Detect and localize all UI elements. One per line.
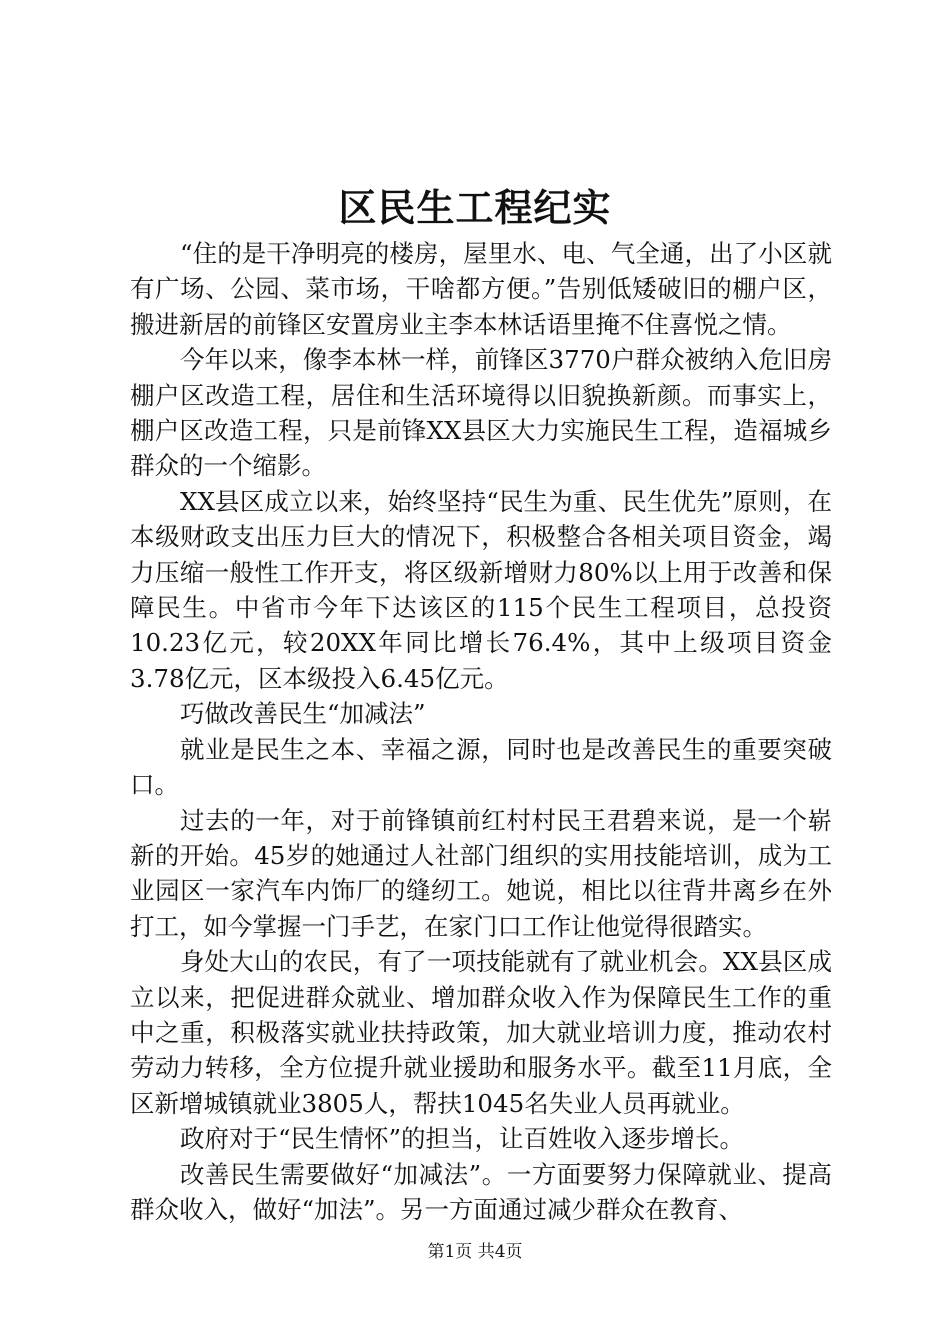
paragraph: “住的是干净明亮的楼房，屋里水、电、气全通，出了小区就有广场、公园、菜市场，干啥都方便。”告别低矮破旧的棚户区，搬进新居的前锋区安置房业主李本林话语里掩不住喜悦之情。 [130, 239, 832, 339]
paragraph: 过去的一年，对于前锋镇前红村村民王君碧来说，是一个崭新的开始。45岁的她通过人社部门组织的实用技能培训，成为工业园区一家汽车内饰厂的缝纫工。她说，相比以往背井离乡在外打工，如今掌握一门手艺，在家门口工作让他觉得很踏实。 [130, 805, 832, 941]
page-title: 区民生工程纪实 [338, 185, 612, 230]
page-number: 第1页 共4页 [427, 1242, 523, 1262]
article-body [130, 236, 832, 1227]
paragraph: XX县区成立以来，始终坚持“民生为重、民生优先”原则，在本级财政支出压力巨大的情况下，积极整合各相关项目资金，竭力压缩一般性工作开支，将区级新增财力80%以上用于改善和保障民生。中省市今年下达该区的115个民生工程项目，总投资10.23亿元，较20XX年同比增长76.4%，其中上级项目资金3.78亿元，区本级投入6.45亿元。 [130, 486, 832, 693]
paragraph: 改善民生需要做好“加减法”。一方面要努力保障就业、提高群众收入，做好“加法”。另一方面通过减少群众在教育、 [130, 1159, 832, 1224]
section-heading: 巧做改善民生“加减法” [180, 699, 426, 729]
paragraph: 就业是民生之本、幸福之源，同时也是改善民生的重要突破口。 [130, 734, 832, 800]
paragraph: 今年以来，像李本林一样，前锋区3770户群众被纳入危旧房棚户区改造工程，居住和生活环境得以旧貌换新颜。而事实上，棚户区改造工程，只是前锋XX县区大力实施民生工程，造福城乡群众的一个缩影。 [130, 345, 832, 481]
paragraph: 身处大山的农民，有了一项技能就有了就业机会。XX县区成立以来，把促进群众就业、增加群众收入作为保障民生工作的重中之重，积极落实就业扶持政策，加大就业培训力度，推动农村劳动力转移，全方位提升就业援助和服务水平。截至11月底，全区新增城镇就业3805人，帮扶1045名失业人员再就业。 [130, 947, 832, 1118]
paragraph: 政府对于“民生情怀”的担当，让百姓收入逐步增长。 [180, 1124, 745, 1154]
